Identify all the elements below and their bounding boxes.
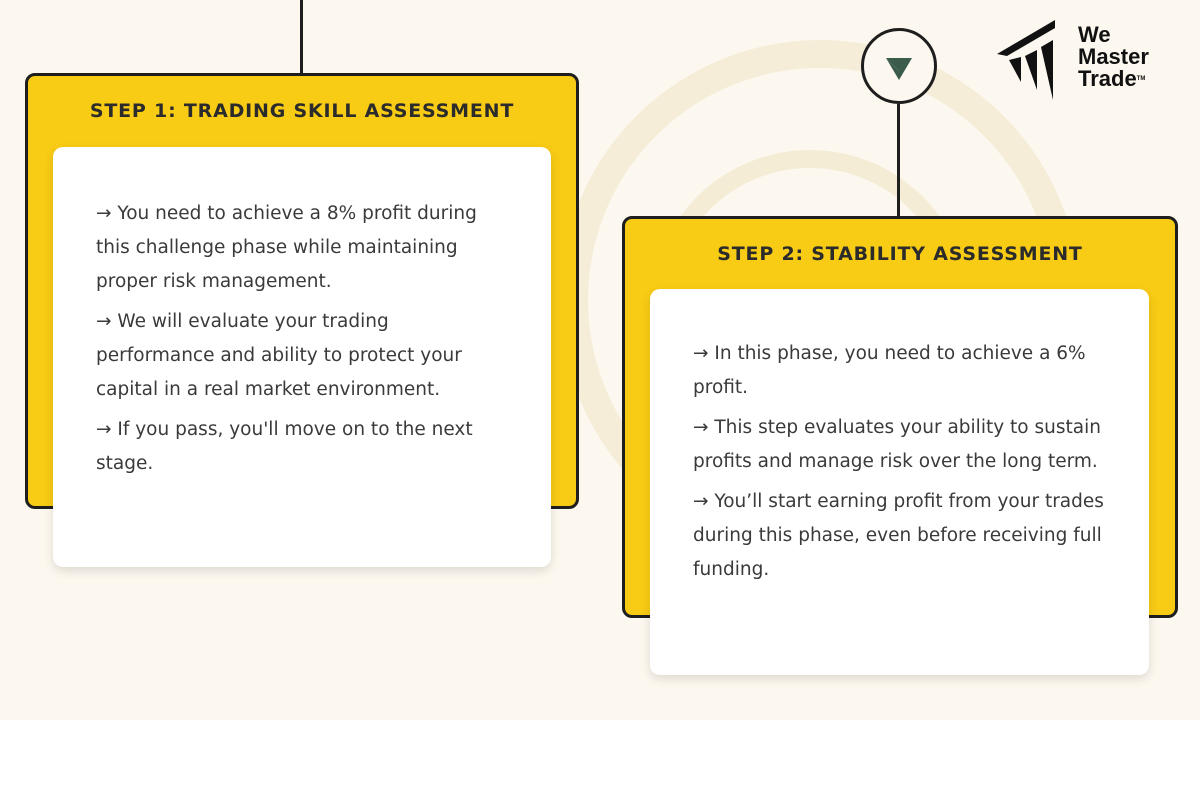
brand-logo bbox=[995, 20, 1180, 105]
chevron-down-icon bbox=[864, 31, 934, 101]
step-2-bullet: → This step evaluates your ability to sustain profits and manage risk over the long term. bbox=[693, 417, 1101, 472]
arrow-node bbox=[861, 28, 937, 104]
step-1-bullet: → If you pass, you'll move on to the next stage. bbox=[96, 419, 473, 474]
trademark-mark: TM bbox=[1136, 76, 1146, 82]
step-1-title: STEP 1: TRADING SKILL ASSESSMENT bbox=[89, 100, 515, 122]
connector-line-step2 bbox=[897, 104, 900, 218]
step-1-bullet: → You need to achieve a 8% profit during this challenge phase while maintaining proper risk management. bbox=[96, 203, 477, 292]
step-2-bullet: → In this phase, you need to achieve a 6% profit. bbox=[693, 343, 1086, 398]
logo-mark-icon bbox=[995, 20, 1075, 102]
step-2-title: STEP 2: STABILITY ASSESSMENT bbox=[717, 243, 1083, 265]
step-2-body bbox=[650, 289, 1149, 675]
step-1-bullet: → We will evaluate your trading performance and ability to protect your capital in a real market environment. bbox=[96, 311, 462, 400]
step-1-body bbox=[53, 147, 551, 567]
connector-line-top bbox=[300, 0, 303, 76]
step-2-bullet: → You’ll start earning profit from your trades during this phase, even before receiving full funding. bbox=[693, 491, 1104, 580]
logo-text: We Master Trade™ bbox=[1078, 22, 1149, 91]
